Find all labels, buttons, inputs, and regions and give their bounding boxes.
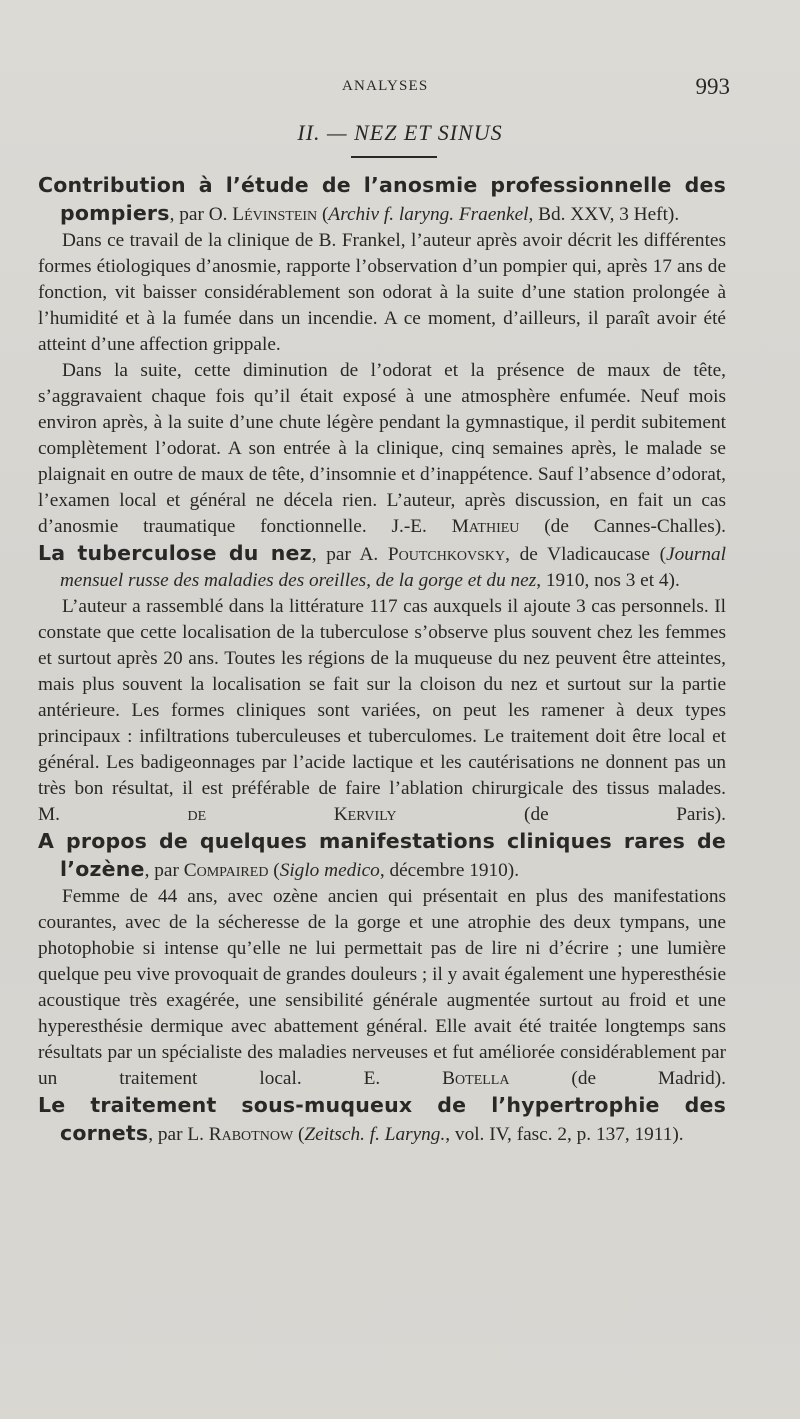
signature-place: (de Paris).	[396, 804, 726, 825]
article-source-journal: Journal mensuel russe des maladies des oreilles, de la gorge et du nez	[60, 544, 726, 591]
article-par: , par A.	[311, 544, 388, 565]
article	[38, 828, 726, 1092]
signature-name: M. de Kervily	[38, 804, 397, 825]
signature-name: J.-E. Mathieu	[391, 516, 520, 537]
article-author: Lévinstein	[232, 204, 318, 225]
article-heading	[38, 540, 726, 594]
article-source-open: , de Vladicaucase (	[505, 544, 667, 565]
article-title: A propos de quelques manifestations cliniques rares de l’ozène	[38, 829, 726, 881]
article-author: Rabotnow	[208, 1124, 294, 1145]
article-title: Le traitement sous-muqueux de l’hypertrophie des cornets	[38, 1093, 726, 1145]
article-title: Contribution à l’étude de l’anosmie professionnelle des pompiers	[38, 173, 726, 225]
page-number: 993	[695, 74, 730, 99]
article-signature	[364, 1068, 726, 1089]
article-signature	[392, 516, 726, 537]
article-source-open: (	[293, 1124, 305, 1145]
running-header	[0, 74, 800, 104]
article-author: Poutchkovsky	[387, 544, 506, 565]
running-title: ANALYSES	[342, 78, 429, 94]
article-par: , par L.	[148, 1124, 209, 1145]
article-heading	[38, 828, 726, 884]
article	[38, 1092, 726, 1148]
section-rule	[351, 156, 437, 158]
article-source-journal: Zeitsch. f. Laryng.	[304, 1124, 446, 1145]
article-heading	[38, 172, 726, 228]
article-paragraph-signed	[38, 358, 726, 540]
section-title: II. — NEZ ET SINUS	[297, 120, 503, 145]
article-heading	[38, 1092, 726, 1148]
article-source-rest: , Bd. XXV, 3 Heft).	[528, 204, 680, 225]
article	[38, 172, 726, 540]
article-paragraph-signed	[38, 594, 726, 828]
article-source-journal: Archiv f. laryng. Fraenkel	[328, 204, 529, 225]
article-par: , par O.	[169, 204, 233, 225]
article-paragraph-text: Femme de 44 ans, avec ozène ancien qui présentait en plus des manifestations courantes, avec de la sécheresse de la gorge et une atrophie des deux tympans, une photophobie si intense qu’elle ne lui permettait pas de lire ni d’écrire ; une lumière quelque peu vive provoquait de grandes douleurs ; il y avait également une hyperesthésie acoustique très exagérée, une sensibilité générale augmentée surtout au froid et une hyperesthésie dermique avec abattement général. Elle avait été traitée longtemps sans résultats par un spécialiste des maladies nerveuses et fut améliorée considérablement par un traitement local.	[38, 886, 727, 1089]
article-source-rest: , décembre 1910).	[379, 860, 520, 881]
article-source-journal: Siglo medico	[279, 860, 380, 881]
article-signature	[38, 804, 726, 825]
article-source-rest: , vol. IV, fasc. 2, p. 137, 1911).	[445, 1124, 684, 1145]
article-paragraph-text: L’auteur a rassemblé dans la littérature 117 cas auxquels il ajoute 3 cas personnels. Il constate que cette localisation de la tuberculose s’observe plus souvent chez les femmes et surtout après 20 ans. Toutes les régions de la muqueuse du nez peuvent être atteintes, mais plus souvent la localisation se fait sur la cloison du nez et surtout sur la partie antérieure. Les formes cliniques sont variées, on peut les ramener à deux types principaux : infiltrations tuberculeuses et tuberculomes. Le traitement doit être local et général. Les badigeonnages par l’acide lactique et les cautérisations ne donnent pas un très bon résultat, il est préférable de faire l’ablation chirurgicale des tissus malades.	[38, 596, 726, 799]
articles-column	[38, 172, 726, 1148]
article-title: La tuberculose du nez	[38, 541, 312, 565]
article-author: Compaired	[183, 860, 269, 881]
article-source-open: (	[317, 204, 329, 225]
article-source-open: (	[268, 860, 280, 881]
article-par: , par	[144, 860, 184, 881]
article-paragraph: Dans ce travail de la clinique de B. Frankel, l’auteur après avoir décrit les différentes formes étiologiques d’anosmie, rapporte l’observation d’un pompier qui, après 17 ans de fonction, vit baisser considérablement son odorat à la suite d’une station prolongée à l’humidité et à la fumée dans un incendie. A ce moment, d’ailleurs, il paraît avoir été atteint d’une affection grippale.	[38, 230, 726, 355]
article-paragraph-signed	[38, 884, 726, 1092]
article	[38, 540, 726, 828]
signature-place: (de Cannes-Challes).	[519, 516, 726, 537]
signature-place: (de Madrid).	[509, 1068, 727, 1089]
signature-name: E. Botella	[363, 1068, 510, 1089]
article-source-rest: , 1910, nos 3 et 4).	[536, 570, 680, 591]
article-paragraph-text: Dans la suite, cette diminution de l’odorat et la présence de maux de tête, s’aggravaient chaque fois qu’il était exposé à une atmosphère enfumée. Neuf mois environ après, à la suite d’une chute légère pendant la gymnastique, il perdit subitement complètement l’odorat. A son entrée à la clinique, cinq semaines après, le malade se plaignait en outre de maux de tête, d’insomnie et d’inappétence. Sauf l’absence d’odorat, l’examen local et général ne décela rien. L’auteur, après discussion, en fait un cas d’anosmie traumatique fonctionnelle.	[38, 360, 726, 537]
